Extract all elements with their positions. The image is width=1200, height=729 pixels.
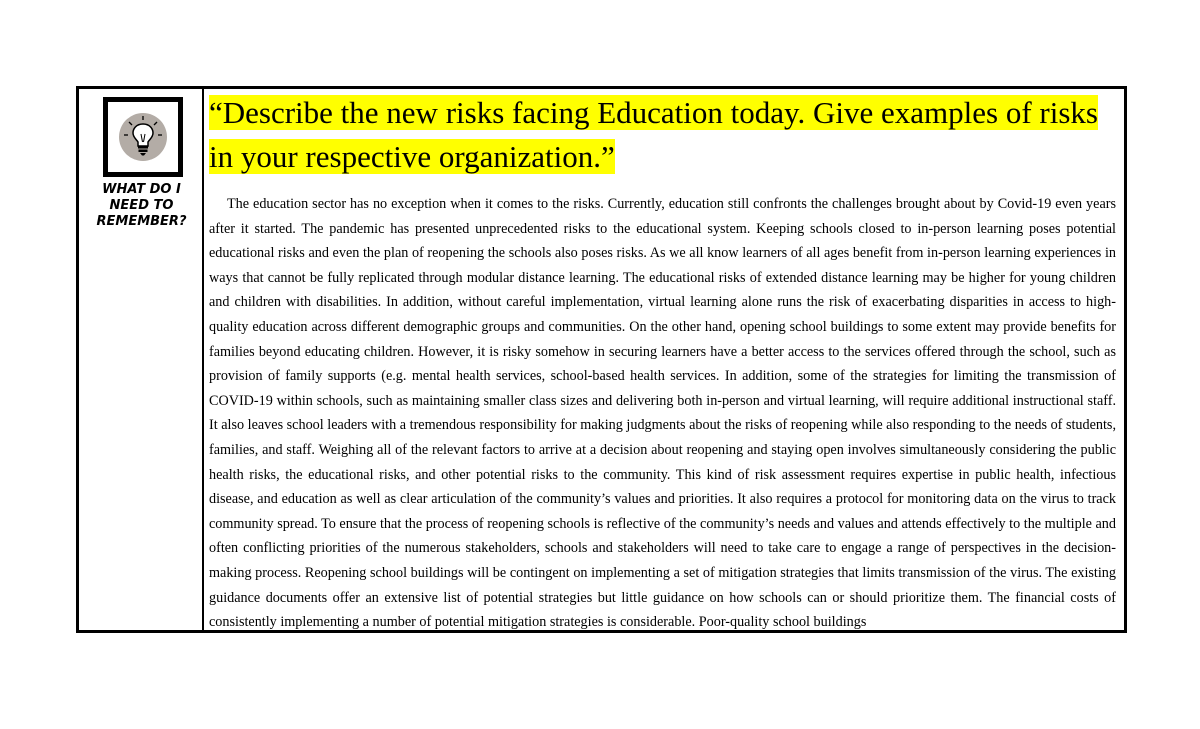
reminder-column bbox=[79, 89, 204, 630]
remember-label: WHAT DO I NEED TO REMEMBER? bbox=[96, 182, 187, 229]
answer-column bbox=[204, 89, 1124, 630]
answer-paragraph: The education sector has no exception when it comes to the risks. Currently, education still confronts the challenges brought about by Covid-19 even years after it started. The pandemic has presented unprecedented risks to the educational system. Keeping schools closed to in-person learning poses potential educational risks and even the plan of reopening the schools also poses risks. As we all know learners of all ages benefit from in-person learning experiences in ways that cannot be fully replicated through modular distance learning. The educational risks of extended distance learning may be higher for young children and children with disabilities. In addition, without careful implementation, virtual learning alone runs the risk of exacerbating disparities in access to high-quality education across different demographic groups and communities. On the other hand, opening school buildings to some extent may provide benefits for families beyond educating children. However, it is risky somehow in securing learners have a better access to the services offered through the school, such as provision of family supports (e.g. mental health services, school-based health services. In addition, some of the strategies for limiting the transmission of COVID-19 within schools, such as maintaining smaller class sizes and delivering both in-person and virtual learning, will require additional instructional staff. It also leaves school leaders with a tremendous responsibility for making judgments about the risks of reopening while also responding to the needs of students, families, and staff. Weighing all of the relevant factors to arrive at a decision about reopening and staying open involves simultaneously considering the public health risks, the educational risks, and other potential risks to the community. This kind of risk assessment requires expertise in public health, infectious disease, and education as well as clear articulation of the community’s values and priorities. It also requires a protocol for monitoring data on the virus to track community spread. To ensure that the process of reopening schools is reflective of the community’s needs and values and attends effectively to the multiple and often conflicting priorities of the numerous stakeholders, schools and stakeholders will need to take care to engage a range of perspectives in the decision-making process. Reopening school buildings will be contingent on implementing a set of mitigation strategies that limits transmission of the virus. The existing guidance documents offer an extensive list of potential strategies but little guidance on how schools can or should prioritize them. The financial costs of consistently implementing a number of potential mitigation strategies is considerable. Poor-quality school buildings bbox=[209, 196, 1116, 630]
question-heading bbox=[209, 91, 1116, 179]
content-table bbox=[76, 86, 1127, 633]
lightbulb-icon-frame bbox=[103, 97, 183, 177]
question-text: “Describe the new risks facing Education today. Give examples of risks in your respective organization.” bbox=[209, 95, 1098, 174]
lightbulb-icon bbox=[108, 102, 178, 172]
